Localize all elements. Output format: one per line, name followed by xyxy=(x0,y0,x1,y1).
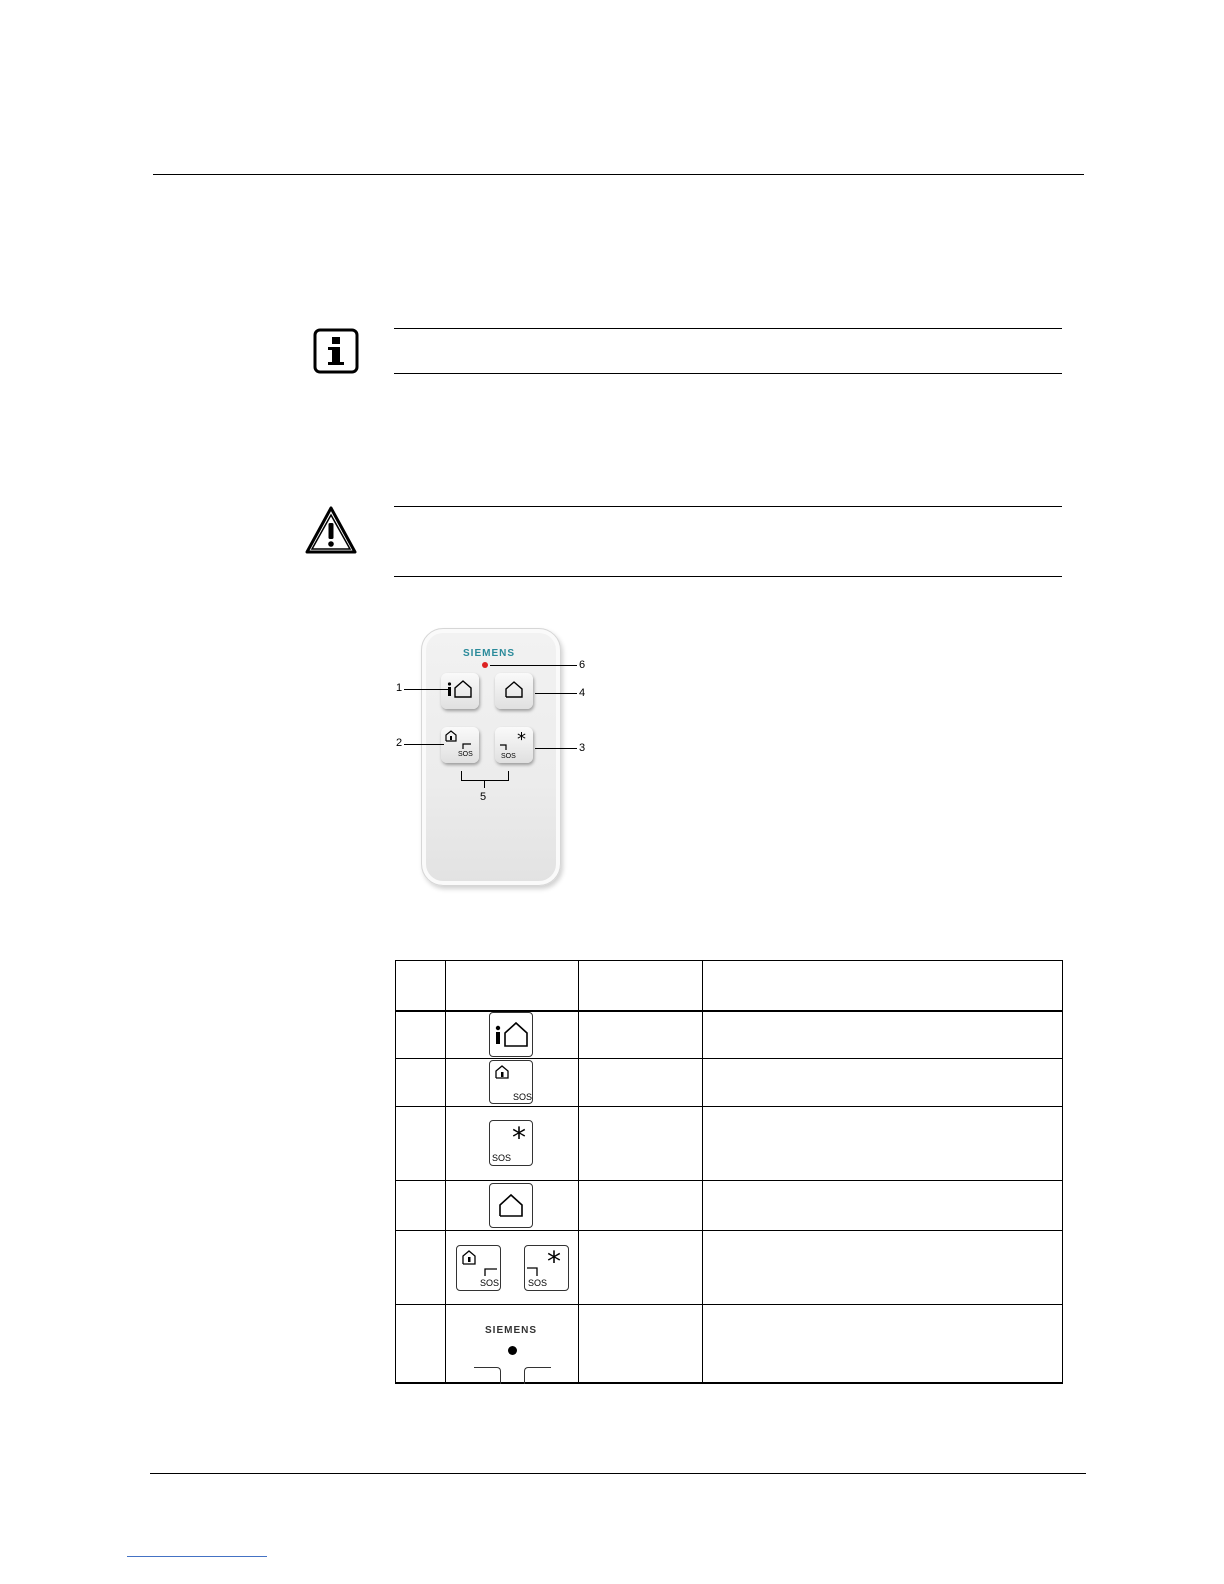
led-row-key-right-partial xyxy=(524,1367,551,1384)
star-sos-key-icon xyxy=(489,1120,533,1166)
callout-3-leader xyxy=(535,748,577,749)
table-rule xyxy=(395,1058,1063,1059)
arm-part-key-icon xyxy=(489,1012,533,1057)
table-rule xyxy=(395,1304,1063,1305)
callout-6-leader xyxy=(490,665,577,666)
info-icon xyxy=(313,328,359,374)
sos-label: SOS xyxy=(528,1278,548,1288)
star-sos-combo-key-icon xyxy=(524,1245,569,1291)
remote-brand-label: SIEMENS xyxy=(463,648,516,659)
remote-sos-label: SOS xyxy=(458,751,473,758)
callout-6: 6 xyxy=(579,659,586,671)
footer-rule xyxy=(150,1473,1086,1474)
table-rule xyxy=(395,1230,1063,1231)
callout-5: 5 xyxy=(480,791,487,803)
sos-label: SOS xyxy=(492,1153,512,1163)
callout-4-leader xyxy=(535,693,577,694)
led-row-key-left-partial xyxy=(474,1367,501,1384)
remote-led xyxy=(482,662,488,668)
remote-sos-label: SOS xyxy=(501,753,516,760)
warning-icon xyxy=(304,505,358,555)
table-col-rule xyxy=(578,960,579,1383)
callout-2-leader xyxy=(404,744,444,745)
table-col-rule xyxy=(1062,960,1063,1383)
info-note-bottom-rule xyxy=(394,373,1062,374)
home-sos-combo-key-icon xyxy=(456,1245,501,1291)
warning-note-top-rule xyxy=(394,506,1062,507)
warning-note-bottom-rule xyxy=(394,576,1062,577)
info-note-top-rule xyxy=(394,328,1062,329)
remote-button-arm-part xyxy=(441,673,479,709)
remote-button-star-sos xyxy=(495,727,533,763)
callout-5-bracket xyxy=(461,771,509,781)
callout-1: 1 xyxy=(396,682,403,694)
sos-label: SOS xyxy=(513,1092,533,1102)
table-col-rule xyxy=(445,960,446,1383)
table-rule xyxy=(395,960,1063,961)
svg-text:*: * xyxy=(517,729,526,750)
table-rule xyxy=(395,1106,1063,1107)
svg-text:*: * xyxy=(512,1121,526,1154)
led-row-brand: SIEMENS xyxy=(485,1325,538,1336)
callout-2: 2 xyxy=(396,737,403,749)
home-sos-key-icon xyxy=(489,1060,533,1104)
callout-4: 4 xyxy=(579,687,586,699)
footer-link-underline[interactable] xyxy=(127,1556,267,1557)
svg-text:*: * xyxy=(547,1246,561,1278)
remote-button-home xyxy=(495,673,533,709)
callout-5-stem xyxy=(484,780,485,788)
table-col-rule xyxy=(702,960,703,1383)
led-dot-icon xyxy=(508,1346,517,1355)
header-rule xyxy=(153,174,1084,175)
table-rule xyxy=(395,1180,1063,1181)
remote-button-home-sos xyxy=(441,727,479,763)
callout-3: 3 xyxy=(579,742,586,754)
table-col-rule xyxy=(395,960,396,1383)
sos-label: SOS xyxy=(480,1278,500,1288)
callout-1-leader xyxy=(404,689,448,690)
home-key-icon xyxy=(489,1183,533,1228)
